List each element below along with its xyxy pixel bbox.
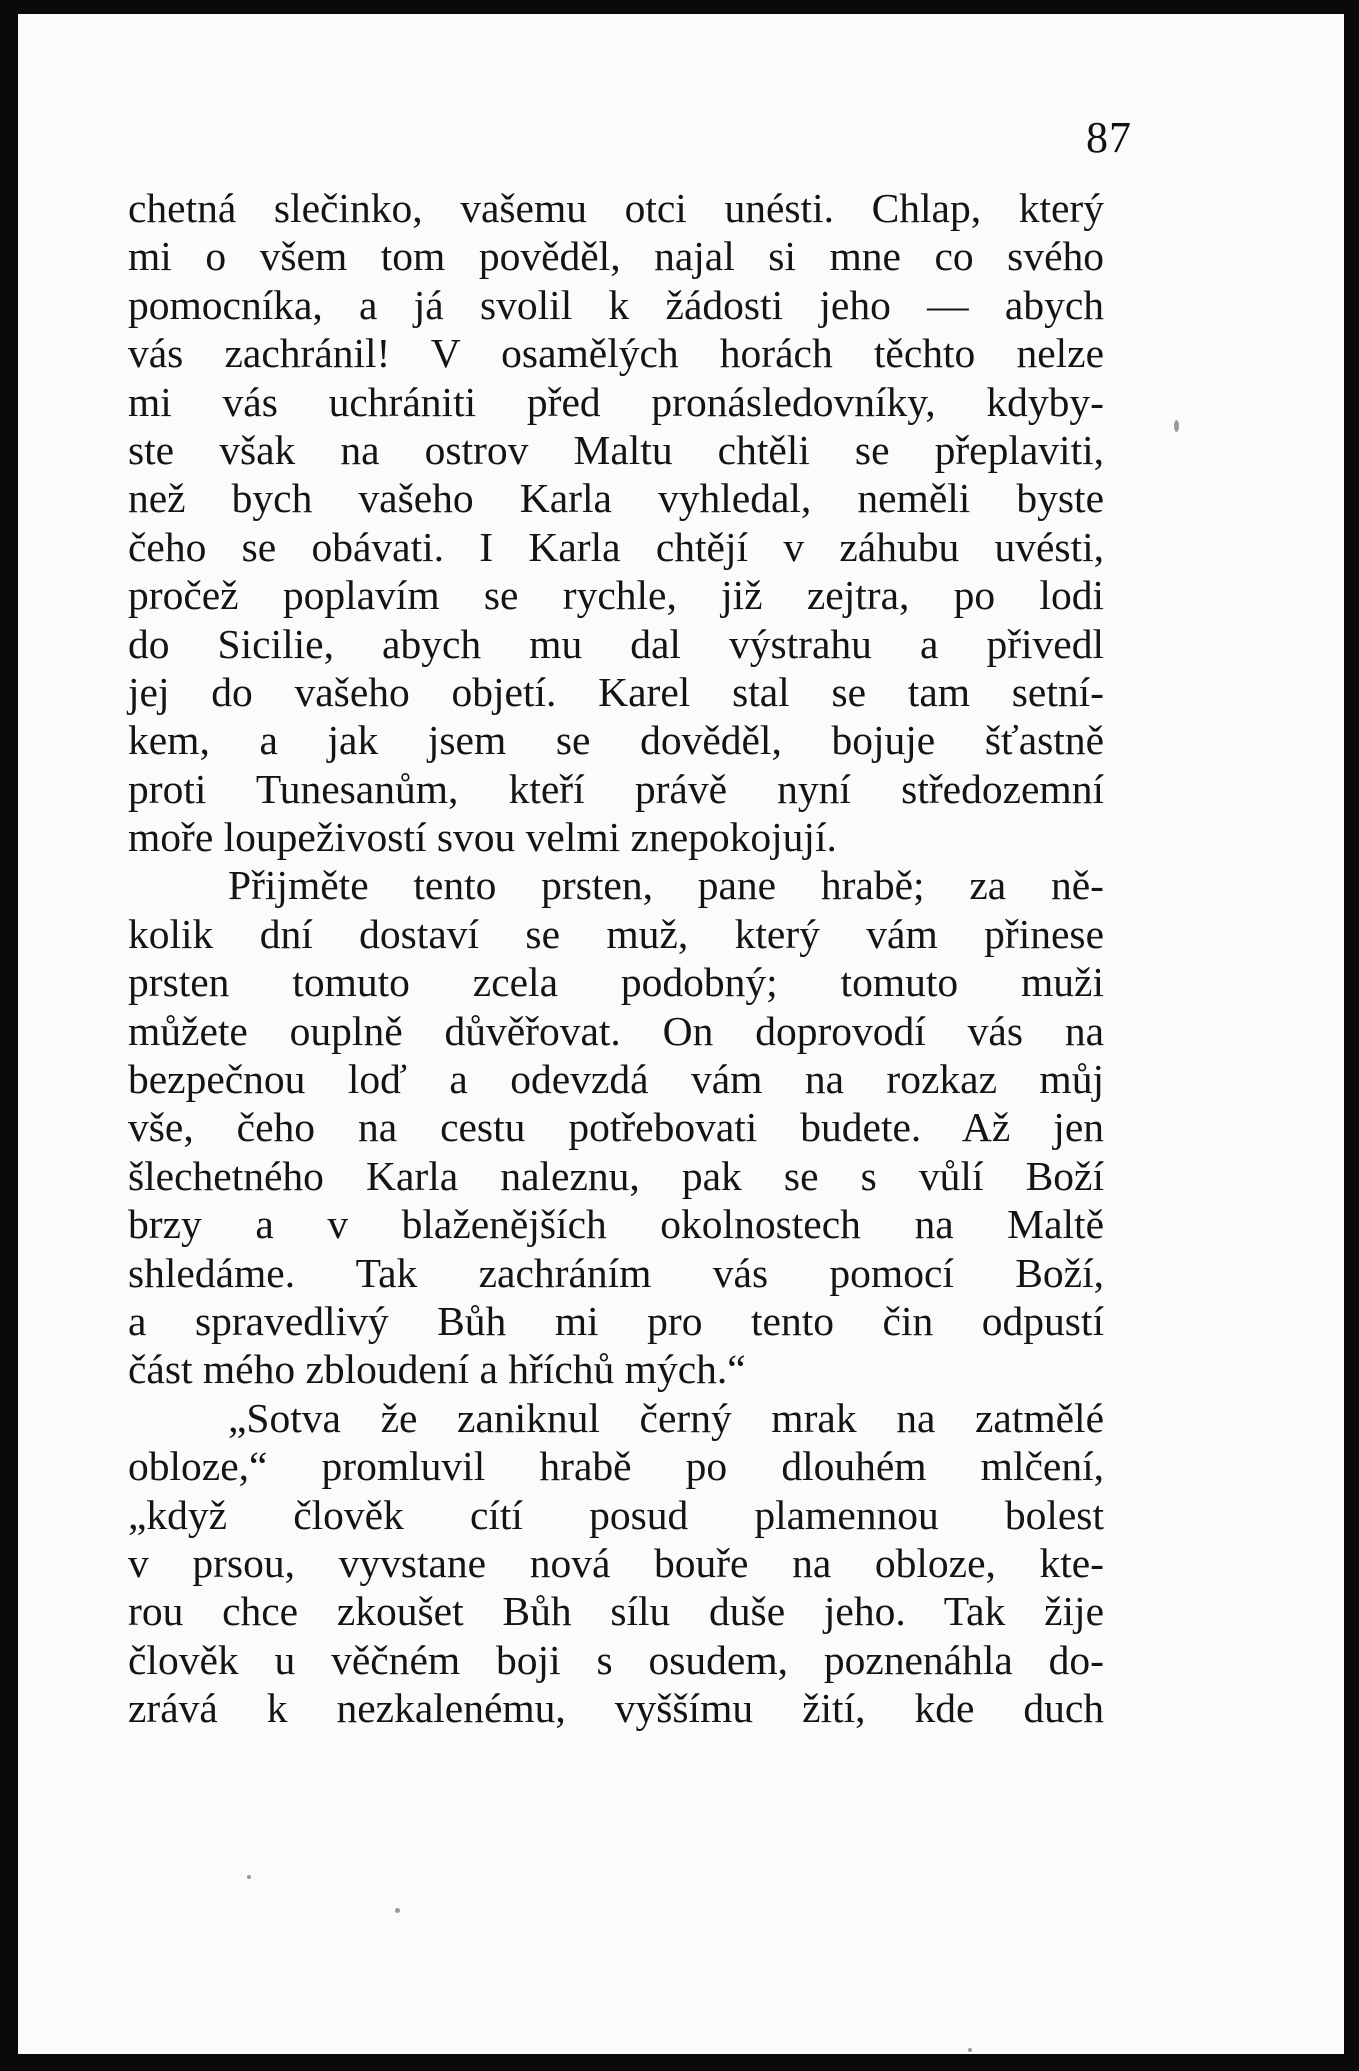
text-line: prsten tomuto zcela podobný; tomuto muži	[128, 959, 1104, 1006]
text-line: moře loupeživostí svou velmi znepokojují.	[128, 814, 837, 861]
text-line: vše, čeho na cestu potřebovati budete. Až jen	[128, 1104, 1104, 1151]
text-line: člověk u věčném boji s osudem, poznenáhla do-	[128, 1636, 1104, 1683]
text-line: kem, a jak jsem se dověděl, bojuje šťastně	[128, 717, 1104, 764]
text-line: než bych vašeho Karla vyhledal, neměli byste	[128, 475, 1104, 522]
text-line: můžete ouplně důvěřovat. On doprovodí vás na	[128, 1007, 1104, 1054]
text-line: bezpečnou loď a odevzdá vám na rozkaz můj	[128, 1056, 1104, 1103]
text-line: ste však na ostrov Maltu chtěli se přeplaviti,	[128, 426, 1104, 473]
text-line: v prsou, vyvstane nová bouře na obloze, kte-	[128, 1539, 1104, 1586]
text-line: a spravedlivý Bůh mi pro tento čin odpustí	[128, 1297, 1104, 1344]
text-line: pročež poplavím se rychle, již zejtra, po lodi	[128, 572, 1104, 619]
text-line: zrává k nezkalenému, vyššímu žití, kde duch	[128, 1685, 1104, 1732]
text-line: do Sicilie, abych mu dal výstrahu a přivedl	[128, 620, 1104, 667]
page-number: 87	[1086, 113, 1132, 162]
paper-speck	[1174, 420, 1179, 432]
text-line: kolik dní dostaví se muž, který vám přinese	[128, 910, 1104, 957]
text-line: proti Tunesanům, kteří právě nyní středozemní	[128, 765, 1104, 812]
text-line: šlechetného Karla naleznu, pak se s vůlí Boží	[128, 1152, 1104, 1199]
body-text	[128, 184, 1104, 1733]
paper-speck	[247, 1875, 251, 1879]
text-line: rou chce zkoušet Bůh sílu duše jeho. Tak žije	[128, 1588, 1104, 1635]
text-line: shledáme. Tak zachráním vás pomocí Boží,	[128, 1249, 1104, 1296]
paper-speck	[395, 1908, 400, 1913]
text-line: čeho se obávati. I Karla chtějí v záhubu uvésti,	[128, 523, 1104, 570]
text-line: „Sotva že zaniknul černý mrak na zatmělé	[228, 1394, 1104, 1441]
text-line: obloze,“ promluvil hrabě po dlouhém mlčení,	[128, 1443, 1104, 1490]
text-line: Přijměte tento prsten, pane hrabě; za ně-	[228, 862, 1104, 909]
text-line: brzy a v blaženějších okolnostech na Maltě	[128, 1201, 1104, 1248]
text-line: mi o všem tom pověděl, najal si mne co svého	[128, 233, 1104, 280]
text-line: část mého zbloudení a hříchů mých.“	[128, 1346, 746, 1393]
text-line: chetná slečinko, vašemu otci unésti. Chlap, který	[128, 185, 1104, 231]
paper-speck	[968, 2048, 972, 2052]
text-line: pomocníka, a já svolil k žádosti jeho — abych	[128, 281, 1104, 328]
text-line: mi vás uchrániti před pronásledovníky, kdyby-	[128, 378, 1104, 425]
text-line: „když člověk cítí posud plamennou bolest	[128, 1491, 1104, 1538]
text-line: vás zachránil! V osamělých horách těchto nelze	[128, 330, 1104, 377]
text-line: jej do vašeho objetí. Karel stal se tam setní-	[128, 668, 1104, 715]
